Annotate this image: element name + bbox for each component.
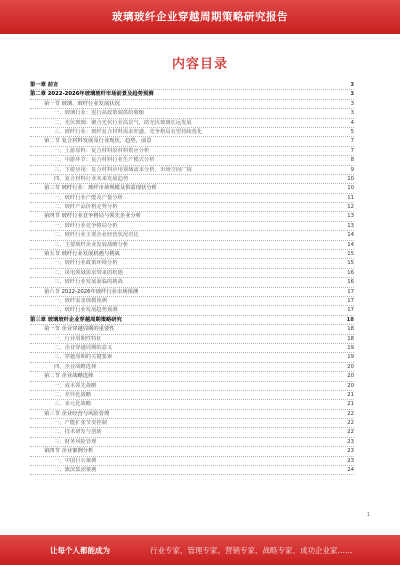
toc-entry-text: 第二章 2022-2026年玻璃玻纤市场前景及趋势预测 (30, 91, 154, 98)
toc-entry-page: 8 (350, 157, 354, 164)
toc-entry[interactable] (30, 457, 354, 466)
toc-entry[interactable] (30, 288, 354, 297)
toc-entry[interactable] (30, 363, 354, 372)
toc-entry-page: 7 (350, 147, 354, 154)
toc-entry[interactable] (30, 325, 354, 334)
toc-entry-page: 4 (350, 119, 354, 126)
toc-entry-page: 14 (347, 241, 354, 248)
toc-entry-page: 7 (350, 138, 354, 145)
toc-entry-page: 22 (347, 420, 354, 427)
toc-entry-page: 23 (347, 438, 354, 445)
toc-entry[interactable] (30, 335, 354, 344)
toc-entry-text: 二、玻纤产品价格走势分析 (54, 204, 118, 211)
toc-entry-text: 三、下游应用：复合材料应用领域需求分析，市场空间广阔 (54, 166, 192, 173)
toc-entry-text: 一、玻璃行业：进行从政策端供给收缩 (54, 110, 145, 117)
toc-entry-page: 18 (347, 326, 354, 333)
toc-entry-page: 13 (347, 213, 354, 220)
toc-entry-text: 二、企业穿越周期的意义 (54, 344, 113, 351)
toc-entry[interactable] (30, 128, 354, 137)
toc-entry-text: 一、玻纤需求规模预测 (54, 297, 107, 304)
toc-entry-page: 16 (347, 279, 354, 286)
toc-entry-text: 第一节 企业穿越周期的重要性 (44, 326, 115, 333)
page-number: 1 (366, 512, 370, 518)
toc-entry-text: 二、光伏玻璃：聚合光伏行业高景气，助光伏玻璃长远发展 (54, 119, 192, 126)
toc-entry-text: 第二节 企业战略选择 (44, 373, 94, 380)
toc-entry[interactable] (30, 419, 354, 428)
toc-entry-page: 20 (347, 373, 354, 380)
toc-entry-page: 3 (350, 110, 354, 117)
toc-entry-page: 15 (347, 260, 354, 267)
toc-entry-page: 14 (347, 232, 354, 239)
toc-entry-page: 20 (347, 382, 354, 389)
toc-entry-text: 第一章 前言 (30, 82, 59, 88)
toc-entry-page: 22 (347, 410, 354, 417)
toc-entry[interactable] (30, 466, 354, 475)
header-banner (0, 0, 400, 34)
toc-entry-text: 第三章 玻璃玻纤企业穿越周期策略研究 (30, 316, 122, 323)
toc-entry-page: 20 (347, 363, 354, 370)
toc-entry[interactable] (30, 175, 354, 184)
toc-entry-text: 一、玻纤行业产能及产量分析 (54, 194, 123, 201)
toc-entry-text: 三、财务风险管理 (54, 438, 97, 445)
toc-entry-page: 21 (347, 391, 354, 398)
toc-entry-text: 二、旗滨集团案例 (54, 467, 97, 474)
toc-entry[interactable] (30, 391, 354, 400)
toc-entry[interactable] (30, 147, 354, 156)
toc-entry-page: 15 (347, 251, 354, 258)
toc-entry[interactable] (30, 100, 354, 109)
toc-entry[interactable] (30, 166, 354, 175)
toc-entry[interactable] (30, 119, 354, 128)
toc-entry-page: 16 (347, 269, 354, 276)
toc-entry-page: 18 (347, 335, 354, 342)
toc-entry-text: 一、行业周期性特征 (54, 335, 102, 342)
toc-entry-page: 5 (350, 128, 354, 135)
toc-entry-page: 23 (347, 448, 354, 455)
toc-entry-page: 22 (347, 429, 354, 436)
toc-entry-text: 第四节 玻纤行业竞争格局与领先企业分析 (44, 213, 142, 220)
toc-entry[interactable] (30, 382, 354, 391)
toc-entry-page: 18 (346, 316, 354, 323)
toc-entry-text: 二、差异化战略 (54, 391, 92, 398)
toc-entry[interactable] (30, 259, 354, 268)
toc-entry[interactable] (30, 428, 354, 437)
toc-entry-text: 一、上游原料：复合材料原材料供应分析 (54, 147, 150, 154)
toc-entry-page: 10 (347, 175, 354, 182)
toc-entry-page: 19 (347, 344, 354, 351)
toc-entry-page: 13 (347, 222, 354, 229)
toc-entry[interactable] (30, 278, 354, 287)
toc-entry-page: 24 (347, 467, 354, 474)
toc-entry-page: 17 (347, 288, 354, 295)
toc-entry-text: 第二节 复合材料发展及行业现状，趋势，前景 (44, 138, 152, 145)
report-title: 玻璃玻纤企业穿越周期策略研究报告 (112, 11, 288, 23)
toc-entry[interactable] (30, 184, 354, 193)
footer-roles: 行业专家、管理专家、营销专家、战略专家、成功企业家…… (150, 546, 353, 555)
toc-entry[interactable] (30, 81, 354, 90)
toc-entry[interactable] (30, 353, 354, 362)
toc-entry[interactable] (30, 90, 354, 99)
toc-entry-text: 一、产能扩张节奏控制 (54, 420, 107, 427)
toc-entry-text: 第三节 企业经营与风险管理 (44, 410, 110, 417)
toc-entry[interactable] (30, 297, 354, 306)
toc-entry[interactable] (30, 109, 354, 118)
toc-entry-page: 3 (350, 82, 354, 88)
toc-entry-text: 一、玻纤行业政策环境分析 (54, 260, 118, 267)
toc-entry-text: 第一节 玻璃、玻纤行业发展状况 (44, 100, 120, 107)
footer-banner (0, 535, 400, 565)
table-of-contents (30, 81, 354, 475)
toc-entry-page: 17 (347, 297, 354, 304)
toc-entry-page: 3 (350, 91, 354, 98)
footer-slogan: 让每个人都能成为 (50, 546, 110, 555)
toc-entry[interactable] (30, 447, 354, 456)
toc-entry[interactable] (30, 203, 354, 212)
toc-entry[interactable] (30, 372, 354, 381)
toc-entry-page: 21 (347, 401, 354, 408)
toc-entry-text: 第五节 玻纤行业发展机遇与挑战 (44, 251, 120, 258)
toc-entry[interactable] (30, 410, 354, 419)
toc-entry[interactable] (30, 212, 354, 221)
toc-entry-text: 二、玻纤行业发展趋势预测 (54, 307, 118, 314)
toc-entry-page: 19 (347, 354, 354, 361)
toc-heading: 内容目录 (171, 57, 228, 72)
toc-entry-page: 23 (347, 457, 354, 464)
toc-entry-text: 一、成本领先战略 (54, 382, 97, 389)
toc-entry[interactable] (30, 316, 354, 325)
toc-entry[interactable] (30, 241, 354, 250)
toc-entry-text: 三、主要玻纤企业发展战略分析 (54, 241, 129, 248)
toc-entry[interactable] (30, 344, 354, 353)
toc-entry-page: 3 (350, 100, 354, 107)
toc-entry-text: 二、技术研发与创新 (54, 429, 102, 436)
toc-entry-text: 三、玻纤行业：玻纤复合材料需求旺盛，竞争格局有望持续优化 (54, 128, 203, 135)
toc-entry-text: 第三节 玻纤行业：玻纤市场规模及供需现状分析 (44, 185, 157, 192)
toc-entry-page: 12 (347, 204, 354, 211)
toc-entry[interactable] (30, 306, 354, 315)
toc-entry[interactable] (30, 250, 354, 259)
toc-entry-text: 四、复合材料行业未来发展趋势 (54, 175, 129, 182)
toc-entry-text: 第四节 企业案例分析 (44, 448, 94, 455)
toc-entry[interactable] (30, 269, 354, 278)
toc-entry-text: 二、玻纤行业主要企业经营状况对比 (54, 232, 139, 239)
toc-entry-text: 二、中游环节：复合材料行业生产模式分析 (54, 157, 155, 164)
toc-entry[interactable] (30, 194, 354, 203)
toc-entry-text: 三、穿越周期的关键要素 (54, 354, 113, 361)
toc-entry-page: 10 (347, 185, 354, 192)
toc-entry[interactable] (30, 231, 354, 240)
toc-entry-text: 第六节 2022-2026年玻纤行业市场预测 (44, 288, 139, 295)
toc-entry-text: 一、中国巨石案例 (54, 457, 97, 464)
toc-entry-text: 四、企业战略选择 (54, 363, 97, 370)
toc-entry-page: 11 (347, 194, 354, 201)
toc-entry-page: 17 (347, 307, 354, 314)
toc-entry-text: 一、玻纤行业竞争格局分析 (54, 222, 118, 229)
toc-entry[interactable] (30, 137, 354, 146)
toc-entry-text: 二、风电领域需求带来的机遇 (54, 269, 123, 276)
toc-entry[interactable] (30, 438, 354, 447)
toc-entry-text: 三、多元化战略 (54, 401, 92, 408)
toc-entry-text: 三、玻纤行业发展面临的挑战 (54, 279, 123, 286)
toc-entry[interactable] (30, 400, 354, 409)
toc-entry-page: 9 (350, 166, 354, 173)
toc-entry[interactable] (30, 156, 354, 165)
toc-entry[interactable] (30, 222, 354, 231)
